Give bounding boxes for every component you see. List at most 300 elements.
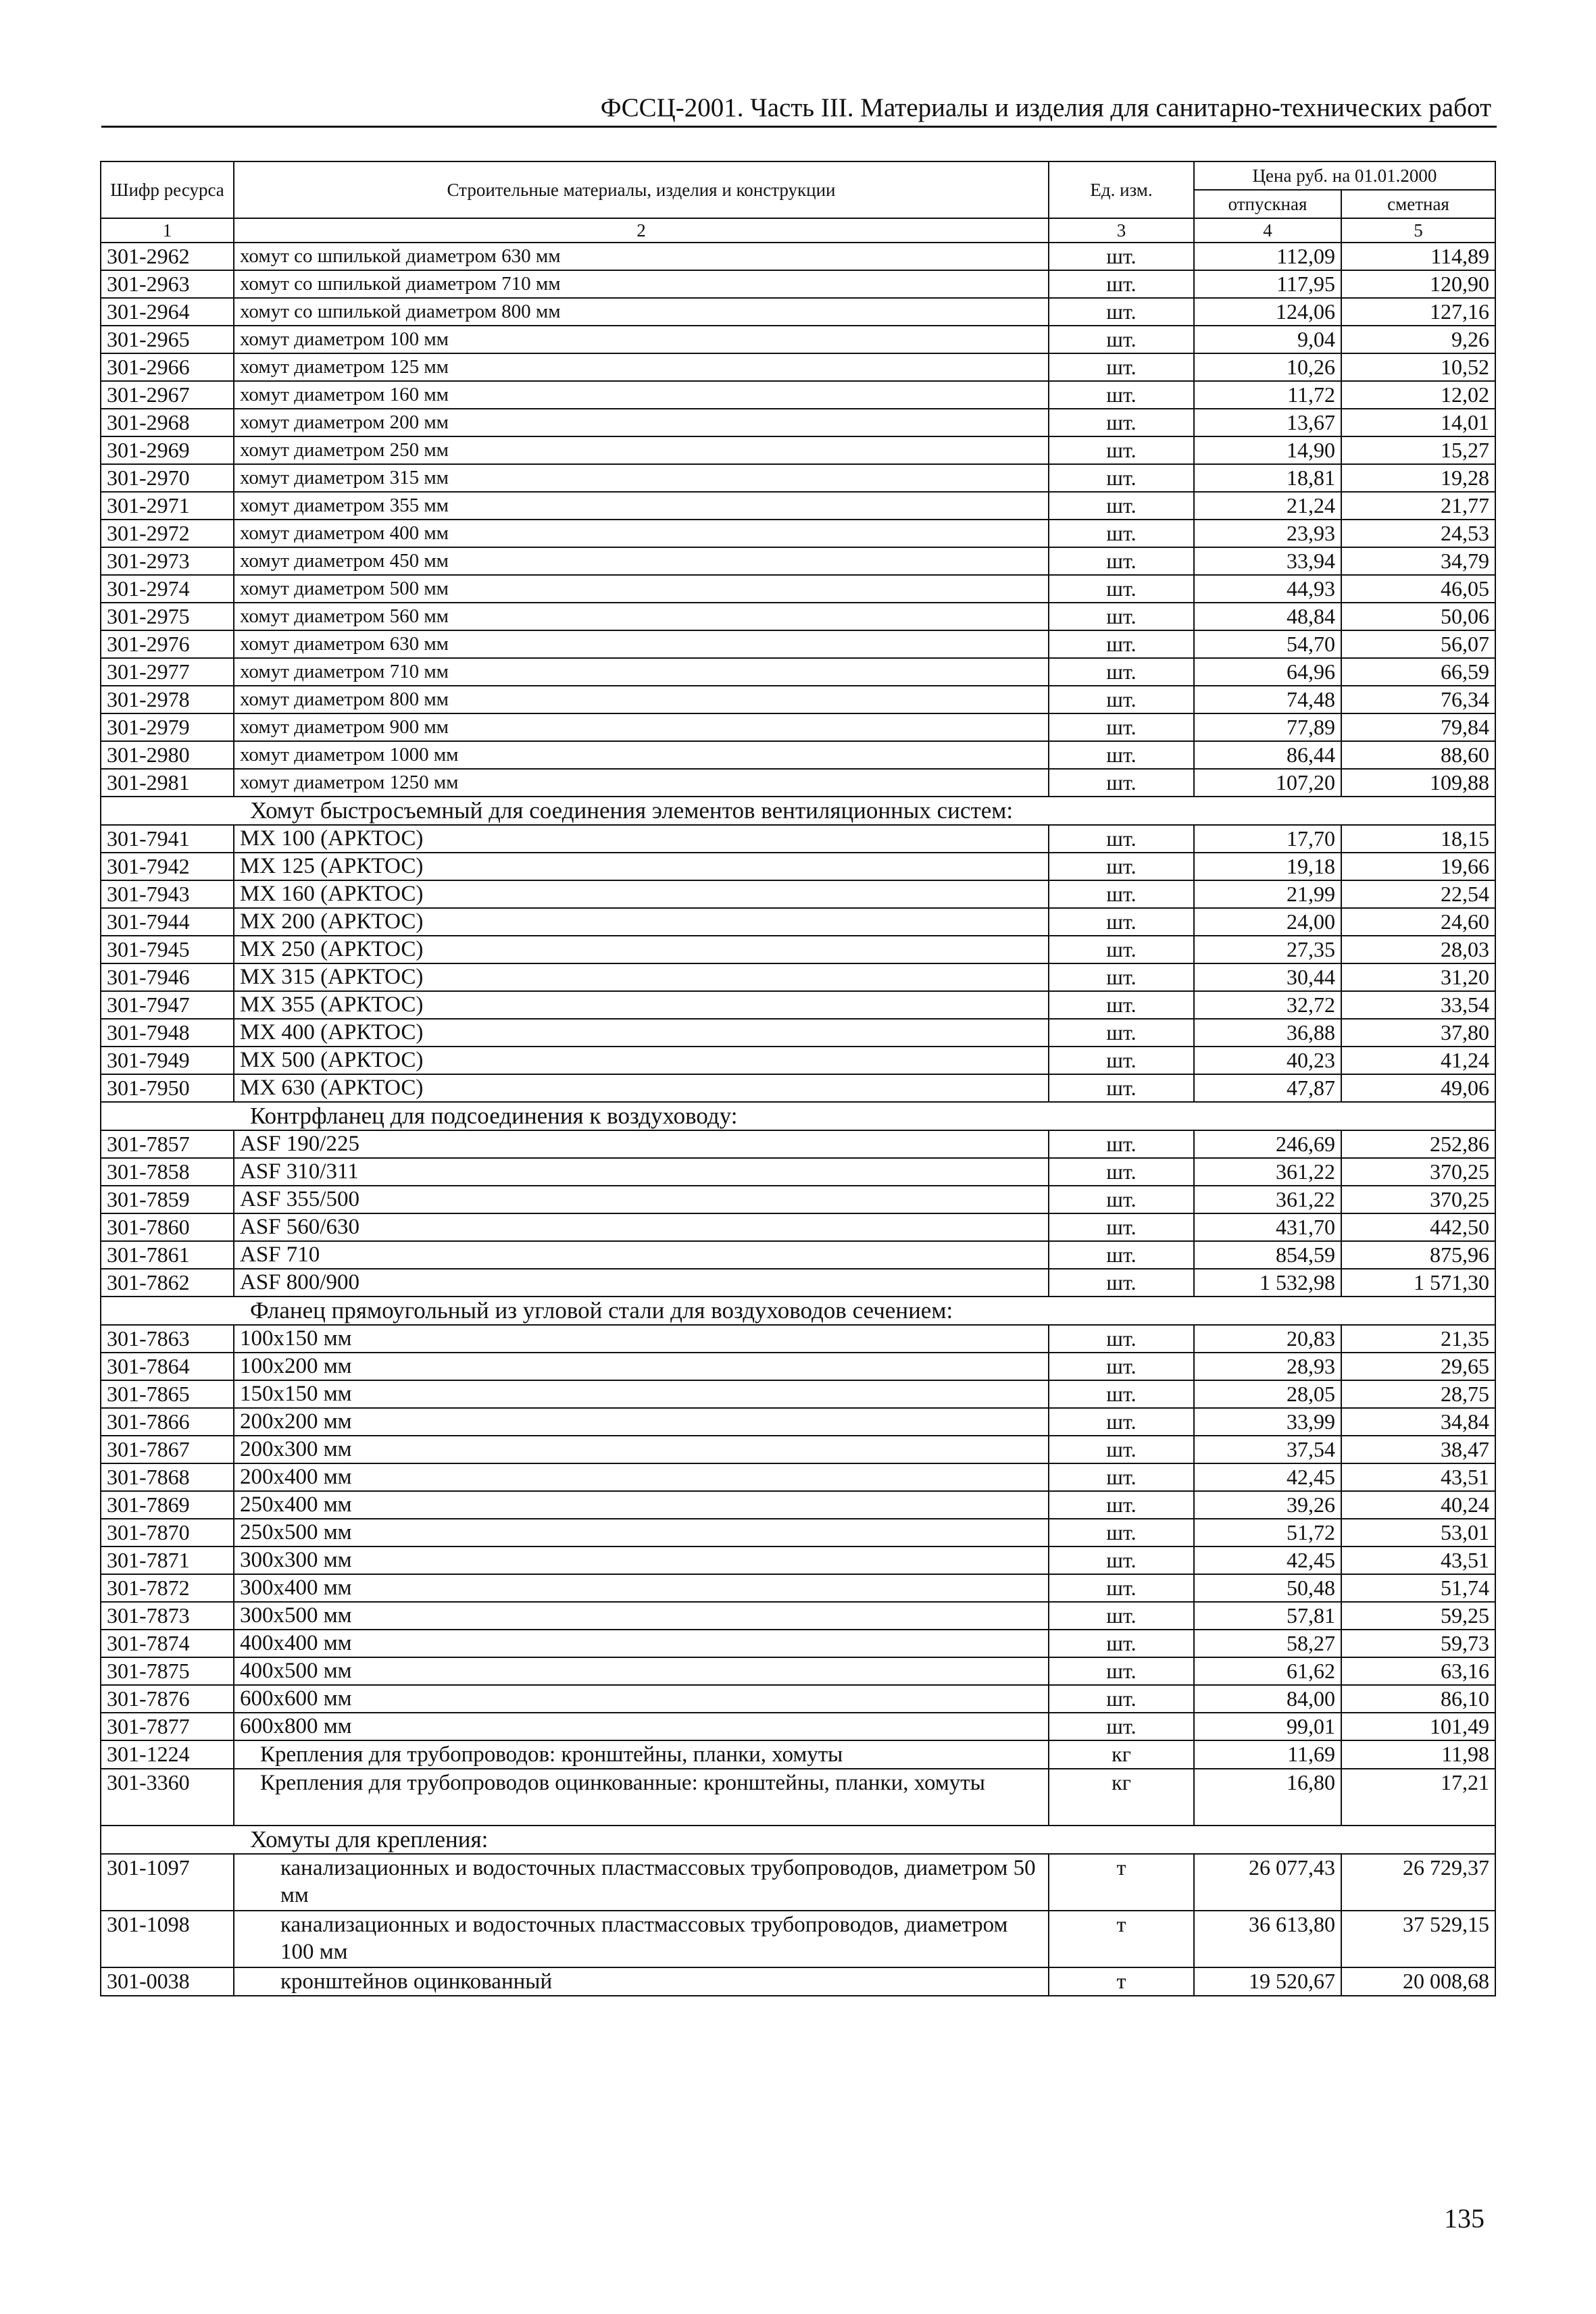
unit-cell: шт. bbox=[1049, 658, 1194, 686]
sale-price: 33,94 bbox=[1194, 547, 1341, 575]
resource-code: 301-7868 bbox=[101, 1463, 234, 1491]
unit-cell: т bbox=[1049, 1854, 1194, 1911]
unit-cell: шт. bbox=[1049, 1325, 1194, 1353]
section-row bbox=[101, 1297, 1495, 1325]
sale-price: 117,95 bbox=[1194, 270, 1341, 298]
table-row bbox=[101, 1685, 1495, 1713]
estimate-price: 21,35 bbox=[1341, 1325, 1495, 1353]
table-row bbox=[101, 1519, 1495, 1546]
item-name: хомут со шпилькой диаметром 710 мм bbox=[234, 270, 1049, 298]
item-name: 150x150 мм bbox=[234, 1380, 1049, 1408]
estimate-price: 76,34 bbox=[1341, 686, 1495, 713]
sale-price: 246,69 bbox=[1194, 1130, 1341, 1158]
sale-price: 44,93 bbox=[1194, 575, 1341, 603]
item-name: 100x200 мм bbox=[234, 1353, 1049, 1380]
estimate-price: 49,06 bbox=[1341, 1074, 1495, 1102]
unit-cell: шт. bbox=[1049, 630, 1194, 658]
resource-code: 301-2964 bbox=[101, 298, 234, 326]
table-row bbox=[101, 1241, 1495, 1269]
sale-price: 24,00 bbox=[1194, 908, 1341, 936]
estimate-price: 37,80 bbox=[1341, 1019, 1495, 1047]
item-name: 600x800 мм bbox=[234, 1713, 1049, 1740]
unit-cell: шт. bbox=[1049, 1213, 1194, 1241]
estimate-price: 34,84 bbox=[1341, 1408, 1495, 1436]
table-row bbox=[101, 243, 1495, 270]
estimate-price: 28,75 bbox=[1341, 1380, 1495, 1408]
estimate-price: 12,02 bbox=[1341, 381, 1495, 409]
table-row bbox=[101, 1019, 1495, 1047]
section-row bbox=[101, 1826, 1495, 1854]
unit-cell: т bbox=[1049, 1967, 1194, 1996]
resource-code: 301-7949 bbox=[101, 1047, 234, 1074]
resource-code: 301-2977 bbox=[101, 658, 234, 686]
item-name: 400x500 мм bbox=[234, 1657, 1049, 1685]
table-row bbox=[101, 409, 1495, 436]
resource-code: 301-0038 bbox=[101, 1967, 234, 1996]
unit-cell: шт. bbox=[1049, 1685, 1194, 1713]
unit-cell: шт. bbox=[1049, 1074, 1194, 1102]
table-row bbox=[101, 658, 1495, 686]
estimate-price: 9,26 bbox=[1341, 326, 1495, 353]
estimate-price: 127,16 bbox=[1341, 298, 1495, 326]
sale-price: 50,48 bbox=[1194, 1574, 1341, 1602]
table-row bbox=[101, 769, 1495, 797]
unit-cell: шт. bbox=[1049, 520, 1194, 547]
page-title: ФССЦ-2001. Часть III. Материалы и изделия для санитарно-технических работ bbox=[600, 93, 1491, 122]
estimate-price: 29,65 bbox=[1341, 1353, 1495, 1380]
item-name: MX 100 (АРКТОС) bbox=[234, 825, 1049, 853]
unit-cell: шт. bbox=[1049, 326, 1194, 353]
page-header bbox=[101, 92, 1497, 128]
item-name: хомут диаметром 355 мм bbox=[234, 492, 1049, 520]
table-row bbox=[101, 1269, 1495, 1297]
resource-code: 301-7877 bbox=[101, 1713, 234, 1740]
unit-cell: шт. bbox=[1049, 1241, 1194, 1269]
item-name: MX 630 (АРКТОС) bbox=[234, 1074, 1049, 1102]
table-row bbox=[101, 630, 1495, 658]
section-heading: Фланец прямоугольный из угловой стали для воздуховодов сечением: bbox=[101, 1297, 1495, 1325]
estimate-price: 101,49 bbox=[1341, 1713, 1495, 1740]
sale-price: 21,99 bbox=[1194, 880, 1341, 908]
estimate-price: 22,54 bbox=[1341, 880, 1495, 908]
item-name: MX 160 (АРКТОС) bbox=[234, 880, 1049, 908]
estimate-price: 33,54 bbox=[1341, 991, 1495, 1019]
sale-price: 10,26 bbox=[1194, 353, 1341, 381]
estimate-price: 120,90 bbox=[1341, 270, 1495, 298]
head-col-number: 1 bbox=[101, 218, 234, 243]
item-name: 300x300 мм bbox=[234, 1546, 1049, 1574]
unit-cell: шт. bbox=[1049, 575, 1194, 603]
table-row bbox=[101, 1657, 1495, 1685]
item-name: хомут диаметром 1250 мм bbox=[234, 769, 1049, 797]
sale-price: 17,70 bbox=[1194, 825, 1341, 853]
head-col-number: 2 bbox=[234, 218, 1049, 243]
item-name: Крепления для трубопроводов: кронштейны, планки, хомуты bbox=[234, 1740, 1049, 1769]
sale-price: 37,54 bbox=[1194, 1436, 1341, 1463]
table-row bbox=[101, 1408, 1495, 1436]
resource-code: 301-7944 bbox=[101, 908, 234, 936]
sale-price: 19,18 bbox=[1194, 853, 1341, 880]
sale-price: 54,70 bbox=[1194, 630, 1341, 658]
unit-cell: шт. bbox=[1049, 1130, 1194, 1158]
table-row bbox=[101, 575, 1495, 603]
resource-code: 301-7946 bbox=[101, 963, 234, 991]
page-number: 135 bbox=[1444, 2203, 1485, 2234]
sale-price: 57,81 bbox=[1194, 1602, 1341, 1630]
item-name: 200x200 мм bbox=[234, 1408, 1049, 1436]
table-row bbox=[101, 1769, 1495, 1826]
section-row bbox=[101, 797, 1495, 825]
resource-code: 301-2962 bbox=[101, 243, 234, 270]
estimate-price: 56,07 bbox=[1341, 630, 1495, 658]
unit-cell: шт. bbox=[1049, 381, 1194, 409]
table-row bbox=[101, 1491, 1495, 1519]
sale-price: 16,80 bbox=[1194, 1769, 1341, 1826]
unit-cell: шт. bbox=[1049, 908, 1194, 936]
unit-cell: шт. bbox=[1049, 243, 1194, 270]
sale-price: 61,62 bbox=[1194, 1657, 1341, 1685]
item-name: 250x400 мм bbox=[234, 1491, 1049, 1519]
sale-price: 27,35 bbox=[1194, 936, 1341, 963]
sale-price: 48,84 bbox=[1194, 603, 1341, 630]
unit-cell: шт. bbox=[1049, 1186, 1194, 1213]
estimate-price: 10,52 bbox=[1341, 353, 1495, 381]
estimate-price: 43,51 bbox=[1341, 1546, 1495, 1574]
sale-price: 26 077,43 bbox=[1194, 1854, 1341, 1911]
resource-code: 301-7869 bbox=[101, 1491, 234, 1519]
estimate-price: 24,60 bbox=[1341, 908, 1495, 936]
item-name: хомут диаметром 315 мм bbox=[234, 464, 1049, 492]
estimate-price: 875,96 bbox=[1341, 1241, 1495, 1269]
sale-price: 19 520,67 bbox=[1194, 1967, 1341, 1996]
table-row bbox=[101, 547, 1495, 575]
table-row bbox=[101, 1380, 1495, 1408]
sale-price: 33,99 bbox=[1194, 1408, 1341, 1436]
item-name: 600x600 мм bbox=[234, 1685, 1049, 1713]
unit-cell: шт. bbox=[1049, 1630, 1194, 1657]
sale-price: 36,88 bbox=[1194, 1019, 1341, 1047]
unit-cell: шт. bbox=[1049, 1491, 1194, 1519]
table-body bbox=[101, 243, 1495, 1996]
item-name: хомут со шпилькой диаметром 630 мм bbox=[234, 243, 1049, 270]
resource-code: 301-7866 bbox=[101, 1408, 234, 1436]
estimate-price: 59,73 bbox=[1341, 1630, 1495, 1657]
resource-code: 301-2967 bbox=[101, 381, 234, 409]
sale-price: 42,45 bbox=[1194, 1546, 1341, 1574]
table-row bbox=[101, 1047, 1495, 1074]
sale-price: 9,04 bbox=[1194, 326, 1341, 353]
table-row bbox=[101, 853, 1495, 880]
resource-code: 301-7863 bbox=[101, 1325, 234, 1353]
estimate-price: 19,28 bbox=[1341, 464, 1495, 492]
unit-cell: шт. bbox=[1049, 298, 1194, 326]
item-name: 250x500 мм bbox=[234, 1519, 1049, 1546]
item-name: хомут диаметром 400 мм bbox=[234, 520, 1049, 547]
item-name: MX 125 (АРКТОС) bbox=[234, 853, 1049, 880]
resource-code: 301-2965 bbox=[101, 326, 234, 353]
estimate-price: 34,79 bbox=[1341, 547, 1495, 575]
item-name: 400x400 мм bbox=[234, 1630, 1049, 1657]
sale-price: 11,72 bbox=[1194, 381, 1341, 409]
sale-price: 13,67 bbox=[1194, 409, 1341, 436]
resource-code: 301-2978 bbox=[101, 686, 234, 713]
sale-price: 18,81 bbox=[1194, 464, 1341, 492]
unit-cell: шт. bbox=[1049, 1269, 1194, 1297]
resource-code: 301-7942 bbox=[101, 853, 234, 880]
table-row bbox=[101, 1130, 1495, 1158]
table-row bbox=[101, 298, 1495, 326]
resource-code: 301-1097 bbox=[101, 1854, 234, 1911]
sale-price: 21,24 bbox=[1194, 492, 1341, 520]
estimate-price: 51,74 bbox=[1341, 1574, 1495, 1602]
resource-code: 301-2963 bbox=[101, 270, 234, 298]
section-heading: Контрфланец для подсоединения к воздуховоду: bbox=[101, 1102, 1495, 1130]
item-name: хомут диаметром 710 мм bbox=[234, 658, 1049, 686]
unit-cell: шт. bbox=[1049, 1047, 1194, 1074]
sale-price: 20,83 bbox=[1194, 1325, 1341, 1353]
unit-cell: шт. bbox=[1049, 1353, 1194, 1380]
resource-code: 301-3360 bbox=[101, 1769, 234, 1826]
sale-price: 361,22 bbox=[1194, 1186, 1341, 1213]
unit-cell: шт. bbox=[1049, 769, 1194, 797]
estimate-price: 370,25 bbox=[1341, 1158, 1495, 1186]
estimate-price: 66,59 bbox=[1341, 658, 1495, 686]
estimate-price: 18,15 bbox=[1341, 825, 1495, 853]
unit-cell: шт. bbox=[1049, 713, 1194, 741]
resource-code: 301-7860 bbox=[101, 1213, 234, 1241]
resource-code: 301-2969 bbox=[101, 436, 234, 464]
section-row bbox=[101, 1102, 1495, 1130]
resource-code: 301-7858 bbox=[101, 1158, 234, 1186]
resource-code: 301-7948 bbox=[101, 1019, 234, 1047]
estimate-price: 442,50 bbox=[1341, 1213, 1495, 1241]
item-name: хомут диаметром 560 мм bbox=[234, 603, 1049, 630]
table-row bbox=[101, 1186, 1495, 1213]
resource-code: 301-2980 bbox=[101, 741, 234, 769]
head-code: Шифр ресурса bbox=[101, 161, 234, 218]
unit-cell: кг bbox=[1049, 1740, 1194, 1769]
item-name: 200x300 мм bbox=[234, 1436, 1049, 1463]
item-name: MX 250 (АРКТОС) bbox=[234, 936, 1049, 963]
resource-code: 301-2968 bbox=[101, 409, 234, 436]
resource-code: 301-2970 bbox=[101, 464, 234, 492]
resource-code: 301-7872 bbox=[101, 1574, 234, 1602]
table-row bbox=[101, 908, 1495, 936]
table-row bbox=[101, 1158, 1495, 1186]
item-name: хомут диаметром 800 мм bbox=[234, 686, 1049, 713]
unit-cell: шт. bbox=[1049, 464, 1194, 492]
sale-price: 112,09 bbox=[1194, 243, 1341, 270]
unit-cell: шт. bbox=[1049, 270, 1194, 298]
sale-price: 28,05 bbox=[1194, 1380, 1341, 1408]
head-price: Цена руб. на 01.01.2000 bbox=[1194, 161, 1495, 190]
item-name: MX 315 (АРКТОС) bbox=[234, 963, 1049, 991]
resource-code: 301-7876 bbox=[101, 1685, 234, 1713]
sale-price: 14,90 bbox=[1194, 436, 1341, 464]
item-name: хомут диаметром 630 мм bbox=[234, 630, 1049, 658]
estimate-price: 252,86 bbox=[1341, 1130, 1495, 1158]
unit-cell: шт. bbox=[1049, 936, 1194, 963]
table-row bbox=[101, 713, 1495, 741]
item-name: канализационных и водосточных пластмассовых трубопроводов, диаметром 100 мм bbox=[234, 1911, 1049, 1967]
item-name: ASF 310/311 bbox=[234, 1158, 1049, 1186]
resource-code: 301-2966 bbox=[101, 353, 234, 381]
head-unit: Ед. изм. bbox=[1049, 161, 1194, 218]
sale-price: 40,23 bbox=[1194, 1047, 1341, 1074]
sale-price: 58,27 bbox=[1194, 1630, 1341, 1657]
table-row bbox=[101, 825, 1495, 853]
estimate-price: 21,77 bbox=[1341, 492, 1495, 520]
estimate-price: 26 729,37 bbox=[1341, 1854, 1495, 1911]
unit-cell: шт. bbox=[1049, 1519, 1194, 1546]
table-row bbox=[101, 492, 1495, 520]
estimate-price: 370,25 bbox=[1341, 1186, 1495, 1213]
resource-code: 301-7861 bbox=[101, 1241, 234, 1269]
unit-cell: шт. bbox=[1049, 547, 1194, 575]
head-col-number: 3 bbox=[1049, 218, 1194, 243]
table-row bbox=[101, 326, 1495, 353]
table-row bbox=[101, 991, 1495, 1019]
item-name: хомут диаметром 100 мм bbox=[234, 326, 1049, 353]
sale-price: 47,87 bbox=[1194, 1074, 1341, 1102]
resource-code: 301-7874 bbox=[101, 1630, 234, 1657]
estimate-price: 88,60 bbox=[1341, 741, 1495, 769]
item-name: хомут диаметром 1000 мм bbox=[234, 741, 1049, 769]
item-name: MX 400 (АРКТОС) bbox=[234, 1019, 1049, 1047]
table-row bbox=[101, 436, 1495, 464]
table-row bbox=[101, 1740, 1495, 1769]
unit-cell: шт. bbox=[1049, 1019, 1194, 1047]
item-name: 100x150 мм bbox=[234, 1325, 1049, 1353]
sale-price: 84,00 bbox=[1194, 1685, 1341, 1713]
unit-cell: шт. bbox=[1049, 353, 1194, 381]
table-row bbox=[101, 1546, 1495, 1574]
sale-price: 124,06 bbox=[1194, 298, 1341, 326]
item-name: канализационных и водосточных пластмассовых трубопроводов, диаметром 50 мм bbox=[234, 1854, 1049, 1911]
sale-price: 39,26 bbox=[1194, 1491, 1341, 1519]
item-name: ASF 560/630 bbox=[234, 1213, 1049, 1241]
item-name: хомут диаметром 450 мм bbox=[234, 547, 1049, 575]
table-row bbox=[101, 1574, 1495, 1602]
table-row bbox=[101, 1630, 1495, 1657]
sale-price: 32,72 bbox=[1194, 991, 1341, 1019]
table-row bbox=[101, 1713, 1495, 1740]
table-row bbox=[101, 1463, 1495, 1491]
sale-price: 99,01 bbox=[1194, 1713, 1341, 1740]
sale-price: 1 532,98 bbox=[1194, 1269, 1341, 1297]
unit-cell: шт. bbox=[1049, 853, 1194, 880]
unit-cell: шт. bbox=[1049, 1574, 1194, 1602]
estimate-price: 31,20 bbox=[1341, 963, 1495, 991]
item-name: хомут диаметром 200 мм bbox=[234, 409, 1049, 436]
table-row bbox=[101, 1854, 1495, 1911]
unit-cell: шт. bbox=[1049, 963, 1194, 991]
estimate-price: 14,01 bbox=[1341, 409, 1495, 436]
resource-code: 301-2976 bbox=[101, 630, 234, 658]
unit-cell: шт. bbox=[1049, 1408, 1194, 1436]
estimate-price: 43,51 bbox=[1341, 1463, 1495, 1491]
resource-code: 301-7871 bbox=[101, 1546, 234, 1574]
item-name: хомут со шпилькой диаметром 800 мм bbox=[234, 298, 1049, 326]
table-row bbox=[101, 381, 1495, 409]
estimate-price: 28,03 bbox=[1341, 936, 1495, 963]
unit-cell: шт. bbox=[1049, 880, 1194, 908]
sale-price: 854,59 bbox=[1194, 1241, 1341, 1269]
sale-price: 361,22 bbox=[1194, 1158, 1341, 1186]
unit-cell: шт. bbox=[1049, 1380, 1194, 1408]
unit-cell: шт. bbox=[1049, 436, 1194, 464]
sale-price: 28,93 bbox=[1194, 1353, 1341, 1380]
estimate-price: 20 008,68 bbox=[1341, 1967, 1495, 1996]
estimate-price: 15,27 bbox=[1341, 436, 1495, 464]
sale-price: 51,72 bbox=[1194, 1519, 1341, 1546]
estimate-price: 79,84 bbox=[1341, 713, 1495, 741]
estimate-price: 53,01 bbox=[1341, 1519, 1495, 1546]
estimate-price: 41,24 bbox=[1341, 1047, 1495, 1074]
estimate-price: 86,10 bbox=[1341, 1685, 1495, 1713]
resource-code: 301-7865 bbox=[101, 1380, 234, 1408]
unit-cell: шт. bbox=[1049, 409, 1194, 436]
unit-cell: шт. bbox=[1049, 1158, 1194, 1186]
table-head bbox=[101, 161, 1495, 243]
estimate-price: 40,24 bbox=[1341, 1491, 1495, 1519]
item-name: ASF 710 bbox=[234, 1241, 1049, 1269]
unit-cell: шт. bbox=[1049, 741, 1194, 769]
estimate-price: 63,16 bbox=[1341, 1657, 1495, 1685]
item-name: ASF 800/900 bbox=[234, 1269, 1049, 1297]
table-row bbox=[101, 1353, 1495, 1380]
head-sale: отпускная bbox=[1194, 190, 1341, 218]
table-row bbox=[101, 1602, 1495, 1630]
estimate-price: 11,98 bbox=[1341, 1740, 1495, 1769]
item-name: хомут диаметром 900 мм bbox=[234, 713, 1049, 741]
table-row bbox=[101, 1074, 1495, 1102]
estimate-price: 114,89 bbox=[1341, 243, 1495, 270]
item-name: MX 500 (АРКТОС) bbox=[234, 1047, 1049, 1074]
sale-price: 42,45 bbox=[1194, 1463, 1341, 1491]
table-row bbox=[101, 963, 1495, 991]
section-heading: Хомут быстросъемный для соединения элементов вентиляционных систем: bbox=[101, 797, 1495, 825]
head-name: Строительные материалы, изделия и конструкции bbox=[234, 161, 1049, 218]
estimate-price: 50,06 bbox=[1341, 603, 1495, 630]
sale-price: 74,48 bbox=[1194, 686, 1341, 713]
item-name: хомут диаметром 125 мм bbox=[234, 353, 1049, 381]
unit-cell: шт. bbox=[1049, 1713, 1194, 1740]
resource-code: 301-7945 bbox=[101, 936, 234, 963]
estimate-price: 109,88 bbox=[1341, 769, 1495, 797]
resource-code: 301-7947 bbox=[101, 991, 234, 1019]
sale-price: 64,96 bbox=[1194, 658, 1341, 686]
estimate-price: 46,05 bbox=[1341, 575, 1495, 603]
item-name: MX 355 (АРКТОС) bbox=[234, 991, 1049, 1019]
estimate-price: 24,53 bbox=[1341, 520, 1495, 547]
unit-cell: шт. bbox=[1049, 492, 1194, 520]
table-row bbox=[101, 686, 1495, 713]
unit-cell: шт. bbox=[1049, 1436, 1194, 1463]
head-col-number: 4 bbox=[1194, 218, 1341, 243]
resource-code: 301-7941 bbox=[101, 825, 234, 853]
resource-code: 301-2981 bbox=[101, 769, 234, 797]
resource-code: 301-7875 bbox=[101, 1657, 234, 1685]
resource-code: 301-2973 bbox=[101, 547, 234, 575]
unit-cell: шт. bbox=[1049, 603, 1194, 630]
item-name: хомут диаметром 250 мм bbox=[234, 436, 1049, 464]
resource-code: 301-7867 bbox=[101, 1436, 234, 1463]
table-row bbox=[101, 936, 1495, 963]
estimate-price: 19,66 bbox=[1341, 853, 1495, 880]
item-name: MX 200 (АРКТОС) bbox=[234, 908, 1049, 936]
table-row bbox=[101, 741, 1495, 769]
